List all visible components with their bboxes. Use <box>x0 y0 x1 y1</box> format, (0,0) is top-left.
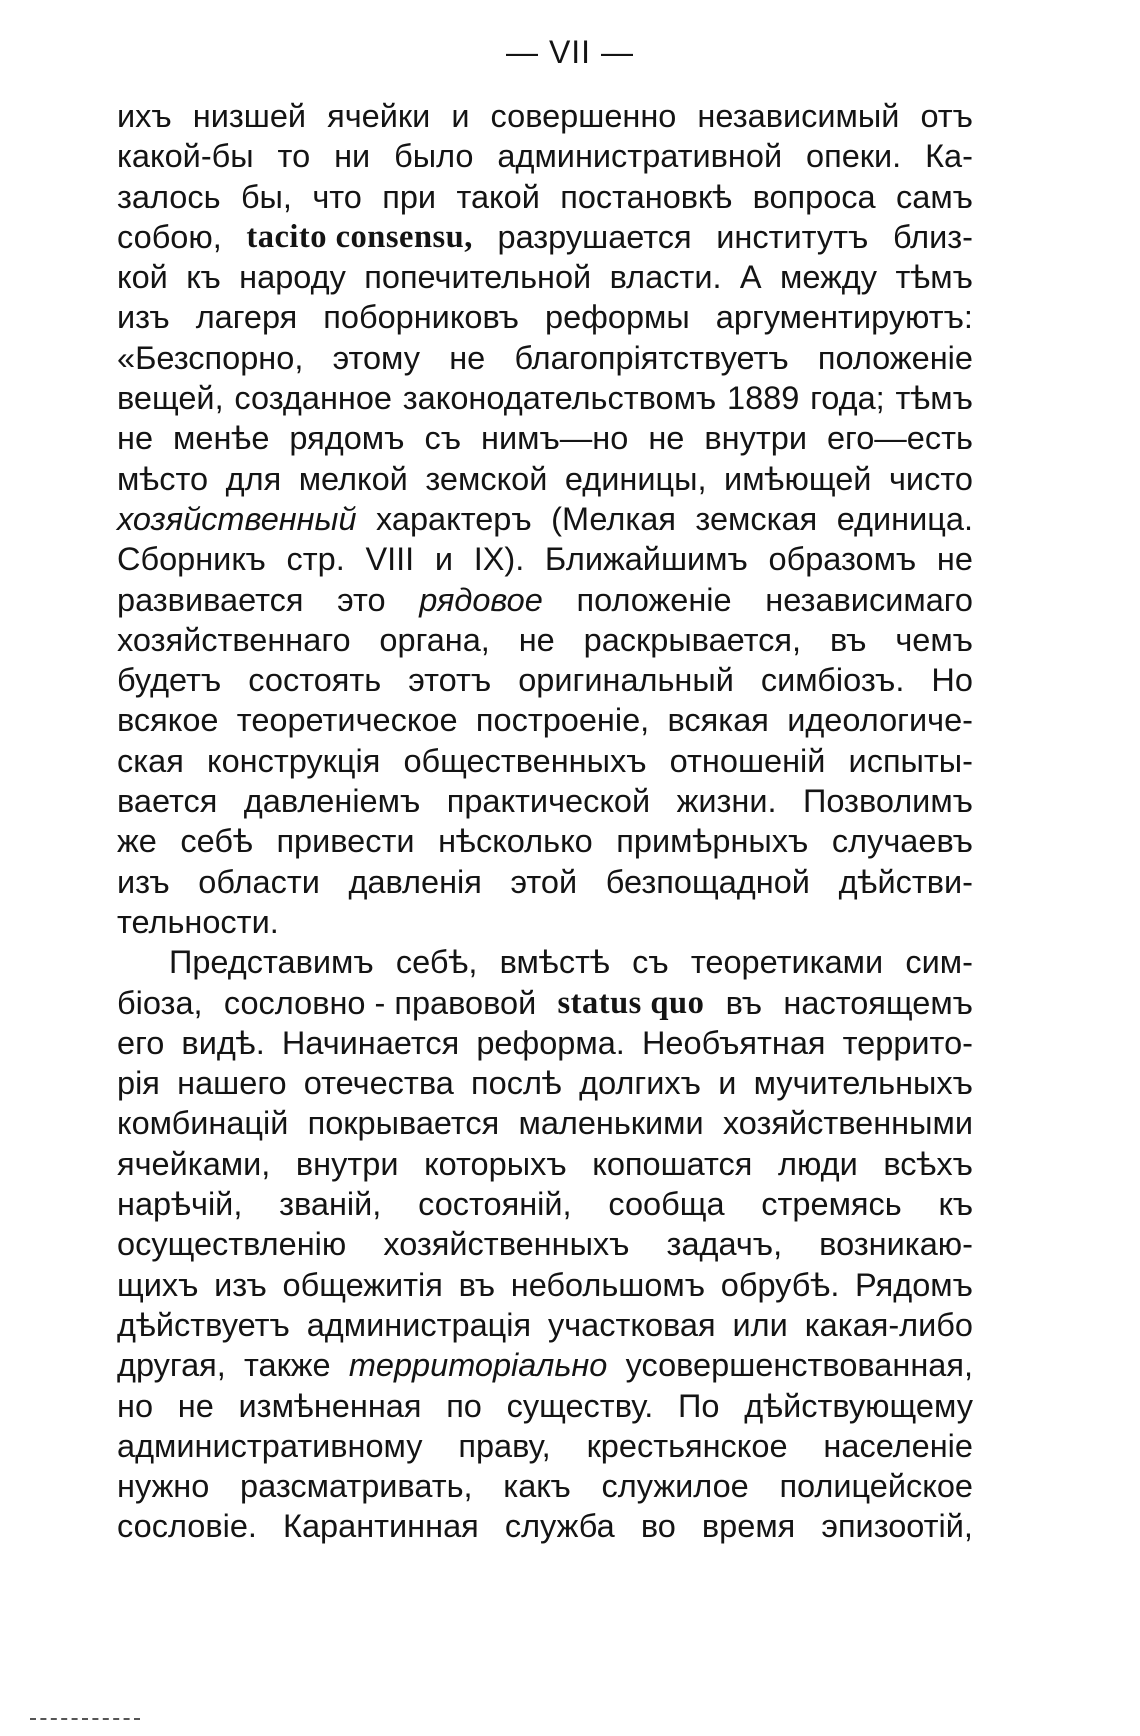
word: администрація <box>306 1306 532 1343</box>
word: хозяйственный <box>117 500 357 537</box>
word: участковая <box>547 1306 716 1343</box>
word: 1889 <box>727 380 800 417</box>
word: внутри <box>295 1145 399 1182</box>
word: Рядомъ <box>855 1266 973 1303</box>
word: реформы <box>545 299 690 336</box>
word: безпощадной <box>605 863 810 900</box>
word: самъ <box>896 178 973 215</box>
word: настоящемъ <box>783 984 973 1021</box>
word: конструкція <box>206 742 381 779</box>
word: себѣ, <box>395 944 478 981</box>
word: идеологиче- <box>787 702 973 739</box>
word: праву, <box>458 1427 551 1464</box>
word: хозяйственнаго <box>117 621 351 658</box>
word: для <box>225 460 282 497</box>
word: служилое <box>601 1468 749 1505</box>
word: IX). <box>473 541 525 578</box>
word: изъ <box>117 299 170 336</box>
word: какой-бы <box>117 138 254 175</box>
word: общежитія <box>282 1266 443 1303</box>
word: изъ <box>214 1266 267 1303</box>
paragraph <box>117 96 973 942</box>
word: съ <box>424 420 462 457</box>
word: земская <box>695 500 818 537</box>
word: тельности. <box>117 903 279 940</box>
word: крестьянское <box>586 1427 788 1464</box>
text-line <box>117 297 973 337</box>
word: построеніе, <box>475 702 650 739</box>
word: хозяйственныхъ <box>383 1226 630 1263</box>
word: разрушается <box>497 218 692 255</box>
word: развивается <box>117 581 304 618</box>
word: такой <box>456 178 540 215</box>
word: жизни. <box>676 783 777 820</box>
word: попечительной <box>364 259 592 296</box>
word: состоять <box>248 662 382 699</box>
word: А <box>739 259 762 296</box>
word: себѣ <box>180 823 253 860</box>
word: комбинацій <box>117 1105 289 1142</box>
word: вается <box>117 783 218 820</box>
word: опеки. <box>806 138 902 175</box>
word: поборниковъ <box>323 299 519 336</box>
word: полицейское <box>779 1468 973 1505</box>
word: созданное <box>234 380 392 417</box>
word: копошатся <box>592 1145 753 1182</box>
word: покрывается <box>307 1105 500 1142</box>
word: примѣрныхъ <box>616 823 809 860</box>
word: при <box>382 178 437 215</box>
word: административному <box>117 1427 423 1464</box>
word: характеръ <box>376 500 532 537</box>
text-line <box>117 1345 973 1385</box>
word: не <box>449 339 486 376</box>
word: тѣмъ <box>895 259 973 296</box>
word: и <box>451 98 470 134</box>
text-line <box>117 741 973 781</box>
word: симбіозъ. <box>760 662 905 699</box>
word: теоретическое <box>236 702 458 739</box>
text-line <box>117 821 973 861</box>
text-line <box>117 620 973 660</box>
word: по <box>446 1387 482 1424</box>
word: вопроса <box>752 178 876 215</box>
word: вмѣстѣ <box>499 944 610 981</box>
word: его—есть <box>826 420 973 457</box>
word: мучительныхъ <box>753 1065 973 1102</box>
word: между <box>780 259 878 296</box>
word: лагеря <box>195 299 298 336</box>
word: испыты- <box>848 742 973 779</box>
word: щихъ <box>117 1266 199 1303</box>
text-line <box>117 418 973 458</box>
text-line <box>117 1466 973 1506</box>
text-line <box>117 459 973 499</box>
word: привести <box>276 823 415 860</box>
text-line <box>117 96 973 136</box>
word: вещей, <box>117 380 224 417</box>
text-line <box>117 660 973 700</box>
word: постановкѣ <box>560 178 733 215</box>
word: и <box>434 541 454 578</box>
word: ская <box>117 742 184 779</box>
word: въ <box>458 1266 496 1303</box>
word: давленіемъ <box>243 783 421 820</box>
word: «Безспорно, <box>117 339 304 376</box>
text-line <box>117 862 973 902</box>
word: Позволимъ <box>802 783 973 820</box>
word: всякая <box>667 702 769 739</box>
text-line <box>117 1103 973 1143</box>
word: законодательствомъ <box>402 380 717 417</box>
word: единица. <box>836 500 973 537</box>
word: Начинается <box>281 1024 460 1061</box>
word: нужно <box>117 1468 210 1505</box>
word: служба <box>504 1508 615 1545</box>
word: это <box>337 581 386 618</box>
word: собою, <box>117 218 222 255</box>
word: низшей <box>192 98 307 134</box>
word: этотъ <box>408 662 492 699</box>
text-line <box>117 1265 973 1305</box>
word: сообща <box>608 1186 725 1223</box>
word: возникаю- <box>819 1226 973 1263</box>
text-line <box>117 1426 973 1466</box>
word: не <box>648 420 685 457</box>
word: реформа. <box>476 1024 625 1061</box>
word: благопріятствуетъ <box>514 339 789 376</box>
word: кой <box>117 259 168 296</box>
word: давленія <box>348 863 482 900</box>
word: же <box>117 823 157 860</box>
word: не <box>177 1387 214 1424</box>
word: административной <box>497 138 783 175</box>
word: разсматривать, <box>240 1468 473 1505</box>
text-line <box>117 177 973 217</box>
word: отечества <box>303 1065 454 1102</box>
word: нѣсколько <box>438 823 593 860</box>
word: не <box>518 621 555 658</box>
word: какъ <box>503 1468 571 1505</box>
word: и <box>718 1065 737 1102</box>
word: близ- <box>892 218 973 255</box>
text-line <box>117 338 973 378</box>
text-line <box>117 136 973 176</box>
word: какая-либо <box>804 1306 973 1343</box>
word: менѣе <box>173 420 270 457</box>
word: другая, <box>117 1347 226 1384</box>
word: Ближайшимъ <box>544 541 748 578</box>
word: видѣ. <box>181 1024 265 1061</box>
word: народу <box>239 259 346 296</box>
text-line <box>117 1144 973 1184</box>
word: (Мелкая <box>551 500 676 537</box>
text-line <box>117 700 973 740</box>
word: долгихъ <box>579 1065 701 1102</box>
word: изъ <box>117 863 170 900</box>
word: біоза, <box>117 984 203 1021</box>
text-line <box>117 1063 973 1103</box>
word: будетъ <box>117 662 222 699</box>
word: имѣющей <box>724 460 872 497</box>
word: независимый <box>697 98 900 134</box>
word: Необъятная <box>641 1024 826 1061</box>
word: сословіе. <box>117 1508 257 1545</box>
text-line <box>117 378 973 418</box>
word: маленькими <box>518 1105 704 1142</box>
word: VIII <box>365 541 415 578</box>
word: состояній, <box>418 1186 572 1223</box>
word: ни <box>334 138 371 175</box>
text-line <box>117 1184 973 1224</box>
word: залось <box>117 178 221 215</box>
word: что <box>312 178 362 215</box>
word: или <box>732 1306 788 1343</box>
word: чемъ <box>895 621 973 658</box>
word: измѣненная <box>238 1387 422 1424</box>
word: положеніе <box>817 339 973 376</box>
word: также <box>243 1347 331 1384</box>
word: люди <box>778 1145 858 1182</box>
word: рядомъ <box>289 420 405 457</box>
word: нашего <box>177 1065 287 1102</box>
word: отъ <box>920 98 973 134</box>
document-body <box>117 96 973 1547</box>
text-line <box>117 1386 973 1426</box>
word: его <box>117 1024 165 1061</box>
word: территоріально <box>348 1347 608 1384</box>
word: которыхъ <box>424 1145 567 1182</box>
word: стр. <box>286 541 345 578</box>
word: совершенно <box>490 98 677 134</box>
word: отношеній <box>669 742 826 779</box>
word: образомъ <box>768 541 917 578</box>
word: раскрывается, <box>583 621 802 658</box>
word: случаевъ <box>831 823 973 860</box>
word: года; <box>810 380 885 417</box>
text-line <box>117 217 973 257</box>
word: Карантинная <box>283 1508 479 1545</box>
word: оригинальный <box>518 662 734 699</box>
word: сословно - правовой <box>223 984 537 1021</box>
text-line <box>117 539 973 579</box>
word: населеніе <box>823 1427 973 1464</box>
text-line <box>117 1224 973 1264</box>
word: Представимъ <box>169 944 374 981</box>
word: аргументируютъ: <box>715 299 973 336</box>
word: небольшомъ <box>510 1266 706 1303</box>
word: Ка- <box>925 138 973 175</box>
word: мелкой <box>298 460 408 497</box>
word: положеніе <box>576 581 732 618</box>
text-line <box>117 257 973 297</box>
word: ячейки <box>327 98 431 134</box>
word: въ <box>829 621 867 658</box>
word: теоретиками <box>690 944 884 981</box>
text-line <box>117 781 973 821</box>
word: Но <box>931 662 973 699</box>
word: единицы, <box>564 460 707 497</box>
word: ячейками, <box>117 1145 271 1182</box>
word: чисто <box>888 460 973 497</box>
word: дѣйстви- <box>838 863 973 900</box>
text-line <box>117 1305 973 1345</box>
word: власти. <box>609 259 722 296</box>
word: къ <box>186 259 221 296</box>
word: Сборникъ <box>117 541 266 578</box>
word: независимаго <box>765 581 973 618</box>
word: осуществленію <box>117 1226 347 1263</box>
word: мѣсто <box>117 460 209 497</box>
word: tacito consensu, <box>246 218 473 255</box>
word: обрубѣ. <box>720 1266 840 1303</box>
scan-edge-mark <box>30 1718 140 1722</box>
word: къ <box>938 1186 973 1223</box>
word: органа, <box>379 621 490 658</box>
word: сим- <box>905 944 973 981</box>
word: status quo <box>557 984 705 1021</box>
word: По <box>678 1387 720 1424</box>
word: всякое <box>117 702 219 739</box>
word: террито- <box>842 1024 973 1061</box>
word: этой <box>510 863 578 900</box>
word: существу. <box>506 1387 654 1424</box>
word: эпизоотій, <box>821 1508 973 1545</box>
word: время <box>701 1508 796 1545</box>
word: земской <box>425 460 548 497</box>
text-line <box>117 499 973 539</box>
word: дѣйствуетъ <box>117 1306 290 1343</box>
word: рядовое <box>419 581 543 618</box>
word: званій, <box>279 1186 382 1223</box>
word: всѣхъ <box>883 1145 973 1182</box>
word: внутри <box>704 420 807 457</box>
word: не <box>936 541 973 578</box>
word: нимъ—но <box>481 420 629 457</box>
word: съ <box>632 944 669 981</box>
text-line <box>117 942 973 982</box>
text-line <box>117 1506 973 1546</box>
text-line <box>117 902 973 942</box>
word: хозяйственными <box>722 1105 973 1142</box>
word: общественныхъ <box>403 742 647 779</box>
word: рія <box>117 1065 160 1102</box>
word: послѣ <box>471 1065 562 1102</box>
word: было <box>394 138 474 175</box>
word: бы, <box>240 178 292 215</box>
word: этому <box>332 339 421 376</box>
word: не <box>117 420 154 457</box>
word: во <box>640 1508 676 1545</box>
text-line <box>117 1023 973 1063</box>
word: но <box>117 1387 154 1424</box>
page-number: — VII — <box>506 34 634 70</box>
paragraph <box>117 942 973 1546</box>
word: то <box>277 138 311 175</box>
word: тѣмъ <box>895 380 973 417</box>
word: задачъ, <box>666 1226 783 1263</box>
word: области <box>198 863 320 900</box>
text-line <box>117 580 973 620</box>
word: институтъ <box>716 218 869 255</box>
word: усовершенствованная, <box>625 1347 973 1384</box>
word: дѣйствующему <box>744 1387 973 1424</box>
word: въ <box>725 984 763 1021</box>
word: нарѣчій, <box>117 1186 243 1223</box>
word: ихъ <box>117 98 172 134</box>
text-line <box>117 983 973 1023</box>
word: стремясь <box>761 1186 902 1223</box>
word: практической <box>446 783 651 820</box>
